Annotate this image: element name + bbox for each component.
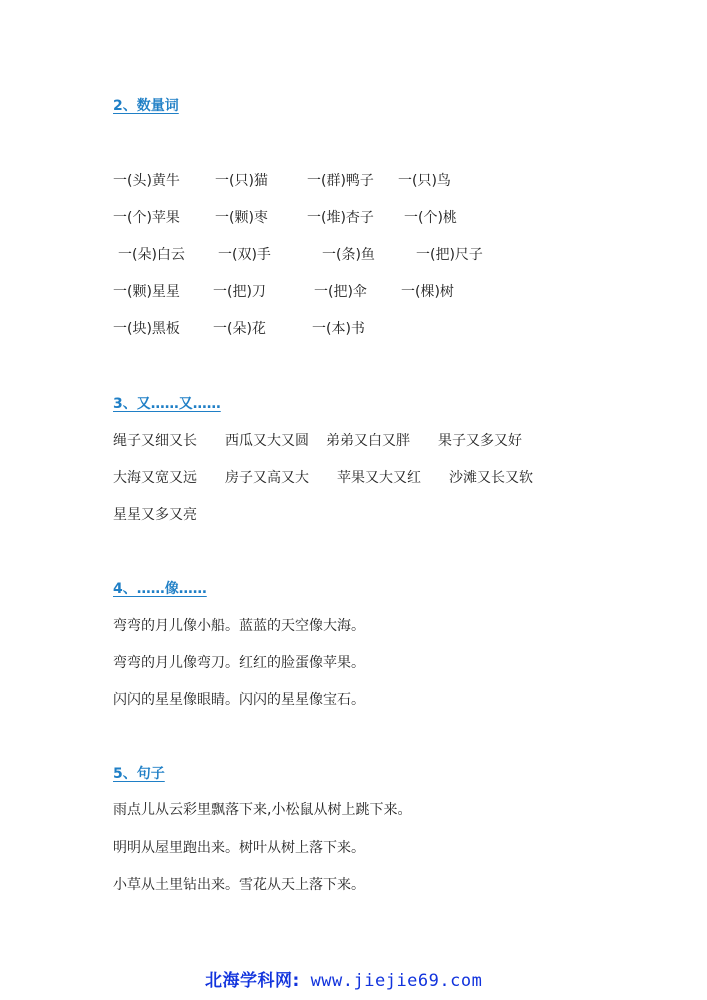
measure-word-item: 一(堆)杏子: [307, 210, 374, 226]
measure-word-item: 一(把)尺子: [416, 247, 483, 263]
phrase-item: 果子又多又好: [438, 433, 522, 449]
measure-word-item: 一(块)黑板: [113, 321, 180, 337]
measure-word-item: 一(个)桃: [404, 210, 457, 226]
measure-word-item: 一(本)书: [312, 321, 365, 337]
section-3-heading: 3、又……又……: [113, 396, 221, 412]
measure-word-item: 一(只)猫: [215, 173, 268, 189]
footer-watermark: [205, 966, 482, 991]
measure-word-item: 一(头)黄牛: [113, 173, 180, 189]
footer-site-label: 北海学科网:: [205, 971, 300, 991]
phrase-item: 大海又宽又远: [113, 470, 197, 486]
measure-word-item: 一(颗)星星: [113, 284, 180, 300]
measure-word-item: 一(朵)白云: [118, 247, 185, 263]
measure-word-item: 一(条)鱼: [322, 247, 375, 263]
phrase-item: 西瓜又大又圆: [225, 433, 309, 449]
phrase-item: 绳子又细又长: [113, 433, 197, 449]
sentence-line: 闪闪的星星像眼睛。闪闪的星星像宝石。: [113, 692, 365, 708]
sentence-line: 雨点儿从云彩里飘落下来,小松鼠从树上跳下来。: [113, 802, 412, 818]
measure-word-item: 一(只)鸟: [398, 173, 451, 189]
footer-url-link[interactable]: www.jiejie69.com: [310, 971, 483, 991]
phrase-item: 沙滩又长又软: [449, 470, 533, 486]
measure-word-item: 一(棵)树: [401, 284, 454, 300]
sentence-line: 小草从土里钻出来。雪花从天上落下来。: [113, 877, 365, 893]
sentence-line: 明明从屋里跑出来。树叶从树上落下来。: [113, 840, 365, 856]
section-4-heading: 4、……像……: [113, 581, 207, 597]
phrase-item: 弟弟又白又胖: [326, 433, 410, 449]
measure-word-item: 一(把)刀: [213, 284, 266, 300]
section-2-heading: 2、数量词: [113, 98, 179, 114]
phrase-item: 星星又多又亮: [113, 507, 197, 523]
measure-word-item: 一(双)手: [218, 247, 271, 263]
sentence-line: 弯弯的月儿像弯刀。红红的脸蛋像苹果。: [113, 655, 365, 671]
measure-word-item: 一(颗)枣: [215, 210, 268, 226]
section-5-heading: 5、句子: [113, 766, 165, 782]
measure-word-item: 一(个)苹果: [113, 210, 180, 226]
measure-word-item: 一(群)鸭子: [307, 173, 374, 189]
phrase-item: 苹果又大又红: [337, 470, 421, 486]
sentence-line: 弯弯的月儿像小船。蓝蓝的天空像大海。: [113, 618, 365, 634]
phrase-item: 房子又高又大: [225, 470, 309, 486]
measure-word-item: 一(把)伞: [314, 284, 367, 300]
measure-word-item: 一(朵)花: [213, 321, 266, 337]
